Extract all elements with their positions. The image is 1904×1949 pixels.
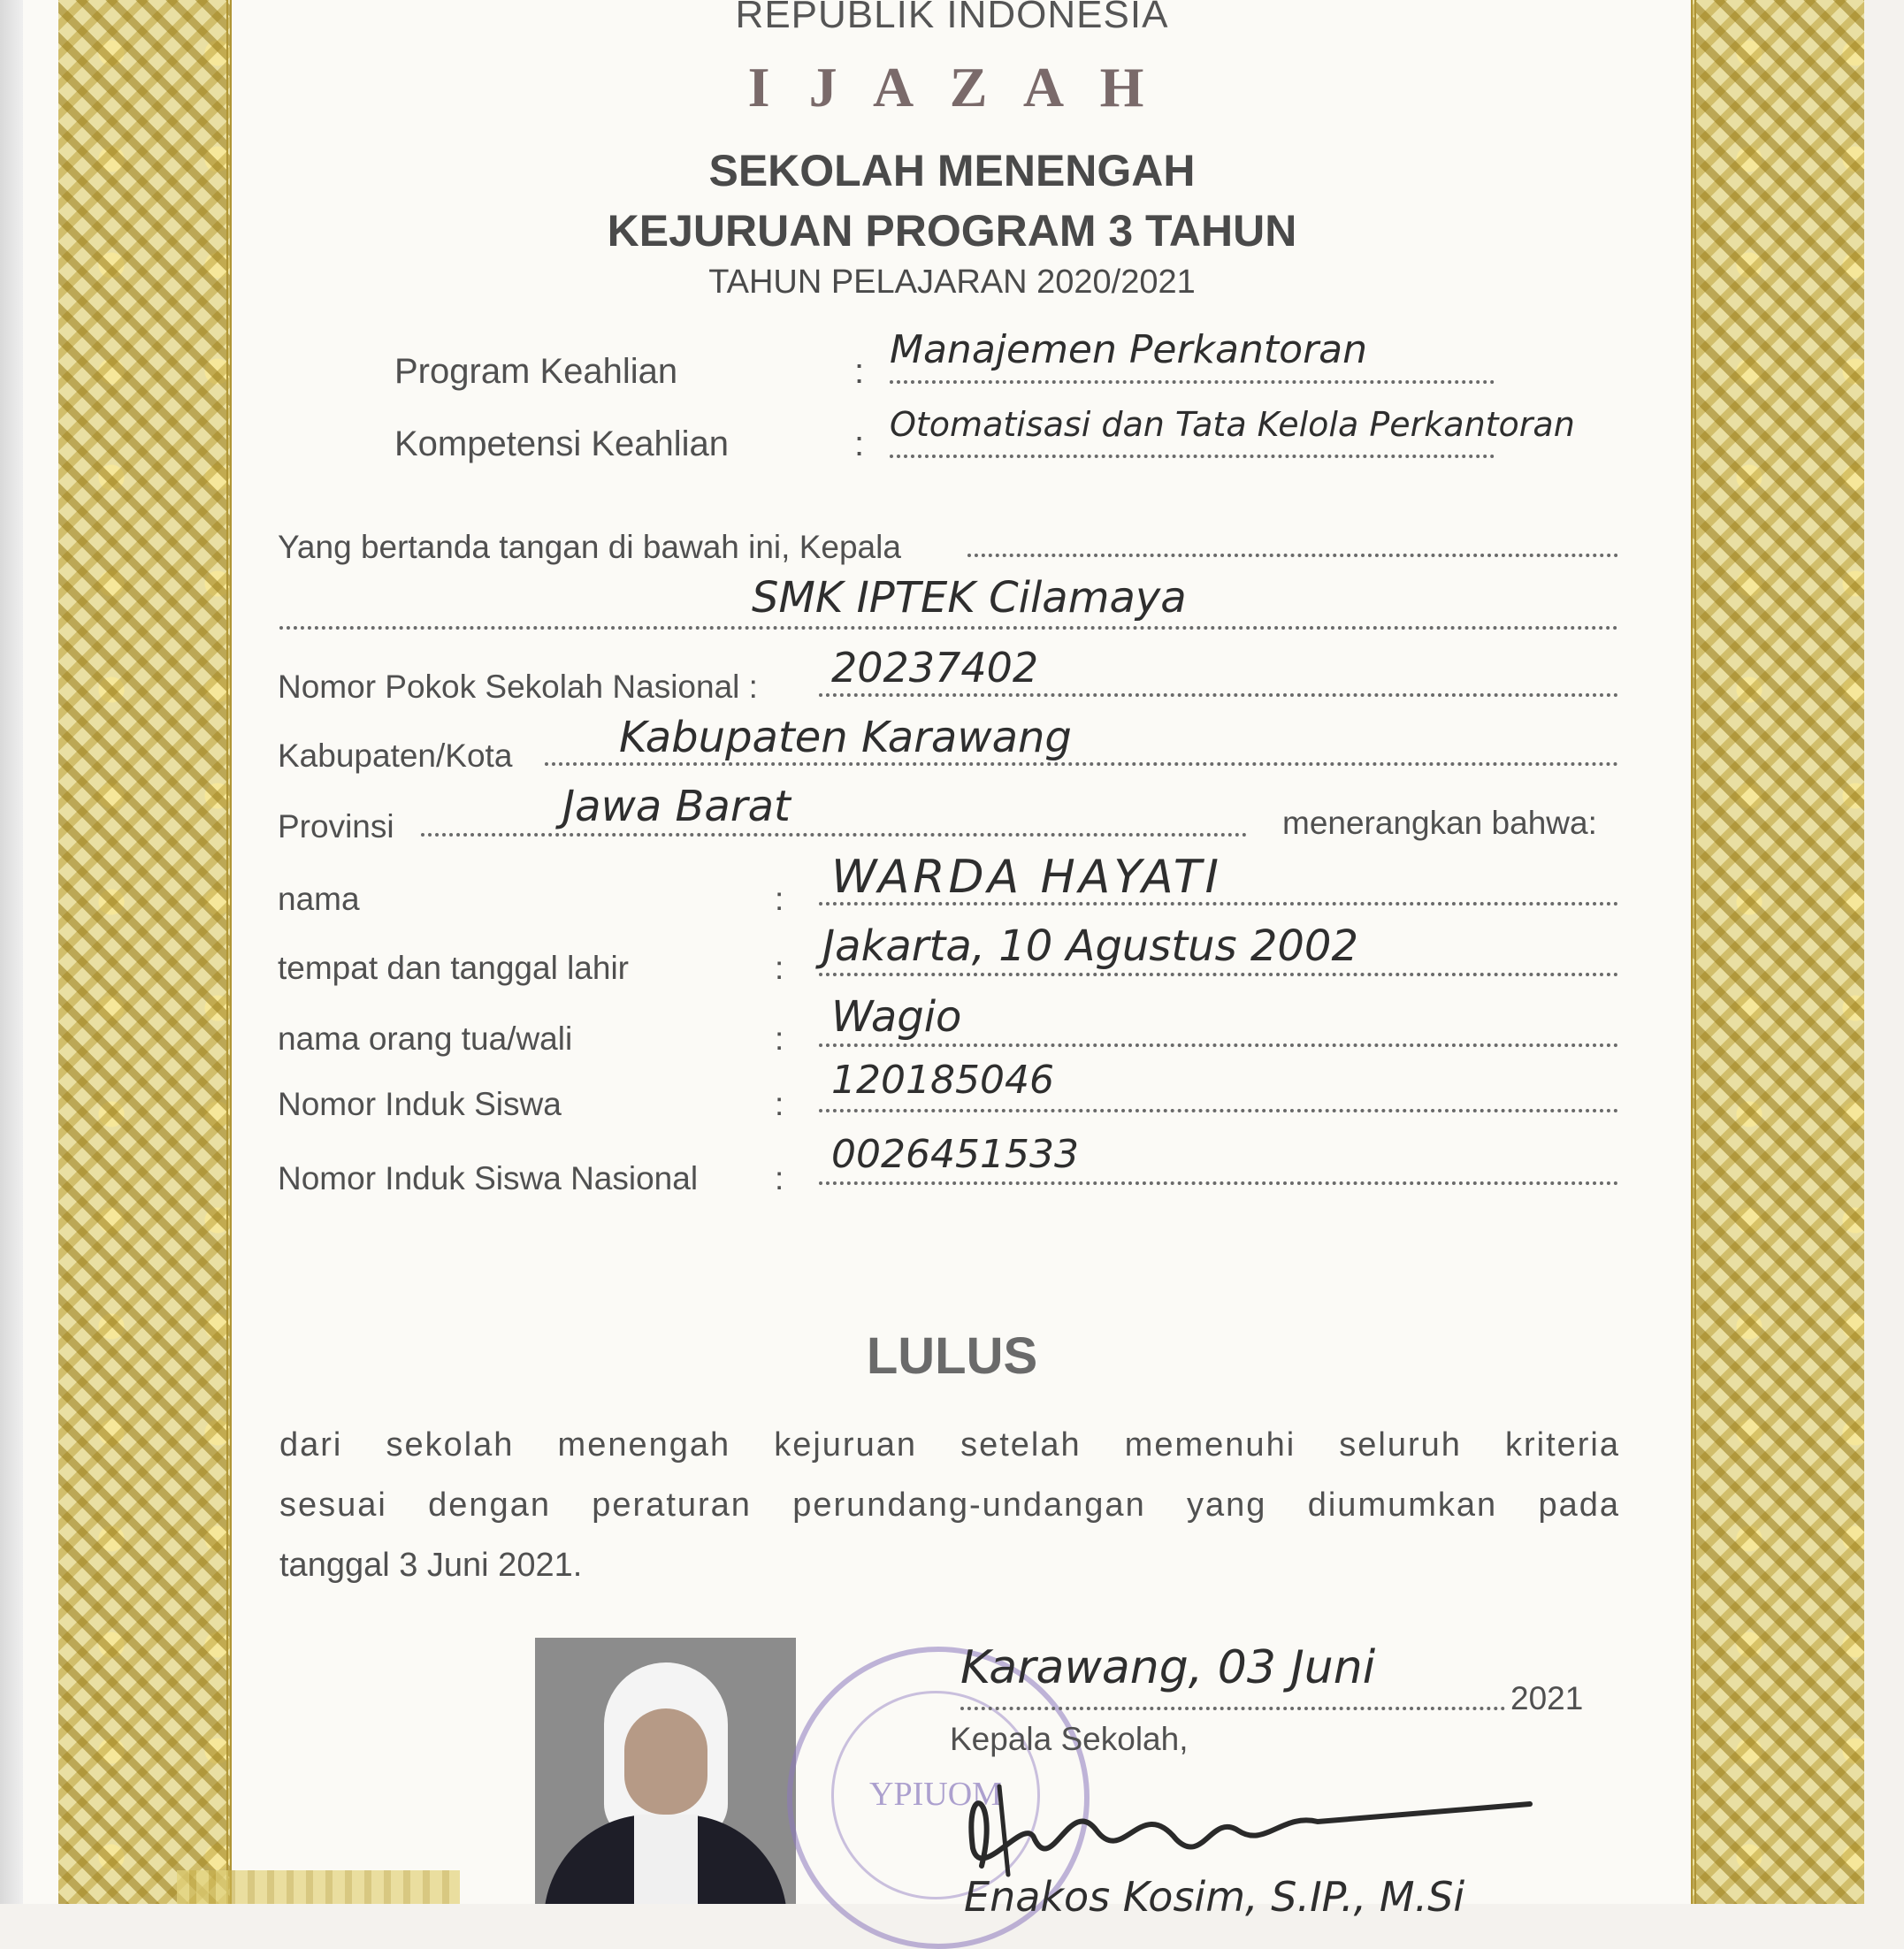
states-label: menerangkan bahwa: <box>1282 805 1597 841</box>
intro-dotted-line <box>967 554 1618 557</box>
nis-label: Nomor Induk Siswa <box>278 1086 562 1122</box>
signature-place-date: Karawang, 03 Juni <box>960 1641 1376 1694</box>
result-line3: tanggal 3 Juni 2021. <box>279 1547 583 1584</box>
name-colon: : <box>775 881 784 917</box>
province-label: Provinsi <box>278 808 394 845</box>
result-line2: sesuai dengan peraturan perundang-undangan yang diumumkan pada <box>279 1487 1620 1524</box>
competency-label: Kompetensi Keahlian <box>394 424 730 463</box>
parent-colon: : <box>775 1020 784 1057</box>
principal-name: Enakos Kosim, S.IP., M.Si <box>964 1873 1465 1921</box>
document-title: I J A Z A H <box>747 56 1157 118</box>
name-label: nama <box>278 881 360 917</box>
nisn-value: 0026451533 <box>831 1132 1079 1177</box>
program-dotted-line <box>890 380 1495 384</box>
birth-dotted-line <box>819 973 1618 976</box>
result-line1: dari sekolah menengah kejuruan setelah memenuhi seluruh kriteria <box>279 1426 1620 1464</box>
regency-value: Kabupaten Karawang <box>619 713 1072 762</box>
province-dotted-line <box>421 833 1247 837</box>
nisn-label: Nomor Induk Siswa Nasional <box>278 1160 699 1196</box>
parent-label: nama orang tua/wali <box>278 1020 573 1057</box>
school-name-dotted-line <box>279 626 1618 630</box>
parent-value: Wagio <box>831 992 962 1042</box>
nisn-colon: : <box>775 1160 784 1196</box>
stamp-text: YPIUOM <box>869 1776 1002 1813</box>
regency-dotted-line <box>545 762 1618 766</box>
student-name: WARDA HAYATI <box>831 851 1222 904</box>
school-name: SMK IPTEK Cilamaya <box>752 573 1187 623</box>
program-colon: : <box>854 352 865 391</box>
competency-colon: : <box>854 424 865 463</box>
npsn-dotted-line <box>819 693 1618 697</box>
birth-value: Jakarta, 10 Agustus 2002 <box>822 921 1358 971</box>
result-status: LULUS <box>866 1327 1038 1385</box>
republic-heading: REPUBLIK INDONESIA <box>735 0 1169 36</box>
bottom-ornament <box>177 1870 460 1904</box>
competency-dotted-line <box>890 455 1495 458</box>
nis-value: 120185046 <box>831 1058 1054 1103</box>
npsn-label: Nomor Pokok Sekolah Nasional : <box>278 669 758 705</box>
intro-label: Yang bertanda tangan di bawah ini, Kepala <box>278 529 901 565</box>
npsn-value: 20237402 <box>831 644 1039 692</box>
competency-value: Otomatisasi dan Tata Kelola Perkantoran <box>890 405 1575 444</box>
regency-label: Kabupaten/Kota <box>278 738 513 774</box>
nis-colon: : <box>775 1086 784 1122</box>
nis-dotted-line <box>819 1109 1618 1112</box>
program-value: Manajemen Perkantoran <box>890 327 1368 372</box>
academic-year: TAHUN PELAJARAN 2020/2021 <box>708 264 1196 301</box>
place-date-dotted-line <box>960 1707 1505 1710</box>
parent-dotted-line <box>819 1043 1618 1047</box>
program-label: Program Keahlian <box>394 352 678 391</box>
birth-colon: : <box>775 950 784 986</box>
school-type-line2: KEJURUAN PROGRAM 3 TAHUN <box>607 206 1297 256</box>
school-type-line1: SEKOLAH MENENGAH <box>708 146 1196 195</box>
birth-label: tempat dan tanggal lahir <box>278 950 629 986</box>
student-photo <box>535 1638 796 1904</box>
province-value: Jawa Barat <box>562 782 791 831</box>
nisn-dotted-line <box>819 1181 1618 1185</box>
signature-year: 2021 <box>1510 1680 1584 1716</box>
signature-title: Kepala Sekolah, <box>950 1721 1189 1757</box>
